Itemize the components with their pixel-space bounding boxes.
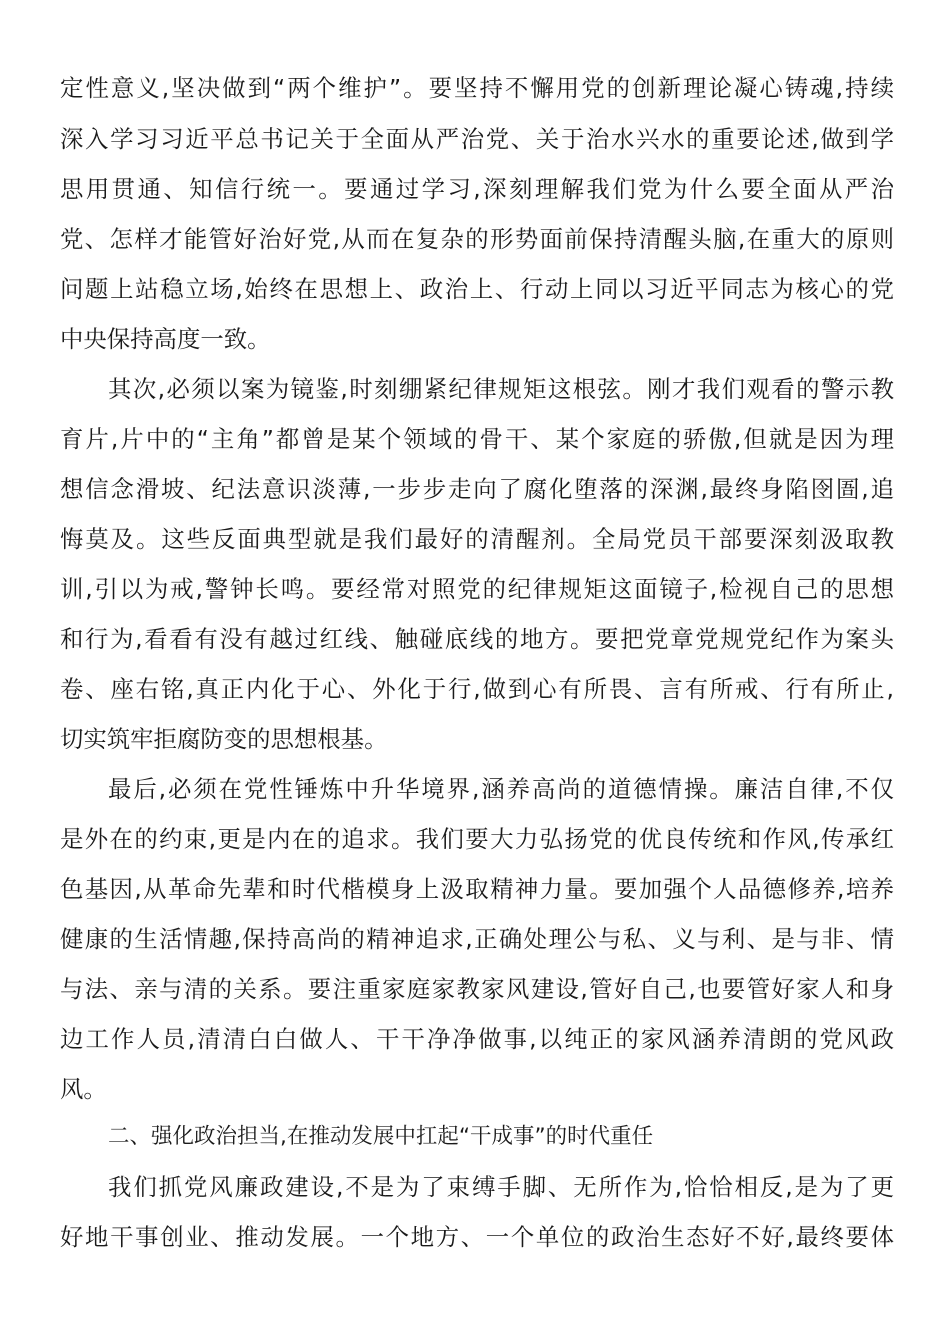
text-line: 育片,片中的“主角”都曾是某个领域的骨干、某个家庭的骄傲,但就是因为理: [60, 425, 894, 453]
text-line: 训,引以为戒,警钟长鸣。要经常对照党的纪律规矩这面镜子,检视自己的思想: [60, 575, 894, 603]
text-line: 最后,必须在党性锤炼中升华境界,涵养高尚的道德情操。廉洁自律,不仅: [108, 775, 894, 803]
text-line: 问题上站稳立场,始终在思想上、政治上、行动上同以习近平同志为核心的党: [60, 275, 894, 303]
text-line: 切实筑牢拒腐防变的思想根基。: [60, 725, 388, 753]
text-line: 党、怎样才能管好治好党,从而在复杂的形势面前保持清醒头脑,在重大的原则: [60, 225, 894, 253]
section-heading: 二、强化政治担当,在推动发展中扛起“干成事”的时代重任: [108, 1124, 654, 1149]
text-line: 其次,必须以案为镜鉴,时刻绷紧纪律规矩这根弦。刚才我们观看的警示教: [108, 375, 894, 403]
text-line: 我们抓党风廉政建设,不是为了束缚手脚、无所作为,恰恰相反,是为了更: [108, 1173, 894, 1201]
text-line: 悔莫及。这些反面典型就是我们最好的清醒剂。全局党员干部要深刻汲取教: [60, 525, 894, 553]
text-line: 风。: [60, 1075, 107, 1103]
text-line: 卷、座右铭,真正内化于心、外化于行,做到心有所畏、言有所戒、行有所止,: [60, 675, 894, 703]
text-line: 中央保持高度一致。: [60, 325, 271, 353]
text-line: 色基因,从革命先辈和时代楷模身上汲取精神力量。要加强个人品德修养,培养: [60, 875, 894, 903]
text-line: 和行为,看看有没有越过红线、触碰底线的地方。要把党章党规党纪作为案头: [60, 625, 894, 653]
text-line: 与法、亲与清的关系。要注重家庭家教家风建设,管好自己,也要管好家人和身: [60, 975, 894, 1003]
text-line: 是外在的约束,更是内在的追求。我们要大力弘扬党的优良传统和作风,传承红: [60, 825, 894, 853]
text-line: 深入学习习近平总书记关于全面从严治党、关于治水兴水的重要论述,做到学: [60, 125, 894, 153]
text-line: 健康的生活情趣,保持高尚的精神追求,正确处理公与私、义与利、是与非、情: [60, 925, 894, 953]
text-line: 想信念滑坡、纪法意识淡薄,一步步走向了腐化堕落的深渊,最终身陷囹圄,追: [60, 475, 894, 503]
text-line: 边工作人员,清清白白做人、干干净净做事,以纯正的家风涵养清朗的党风政: [60, 1025, 894, 1053]
text-line: 好地干事创业、推动发展。一个地方、一个单位的政治生态好不好,最终要体: [60, 1223, 894, 1251]
text-line: 定性意义,坚决做到“两个维护”。要坚持不懈用党的创新理论凝心铸魂,持续: [60, 74, 894, 102]
text-line: 思用贯通、知信行统一。要通过学习,深刻理解我们党为什么要全面从严治: [60, 175, 894, 203]
